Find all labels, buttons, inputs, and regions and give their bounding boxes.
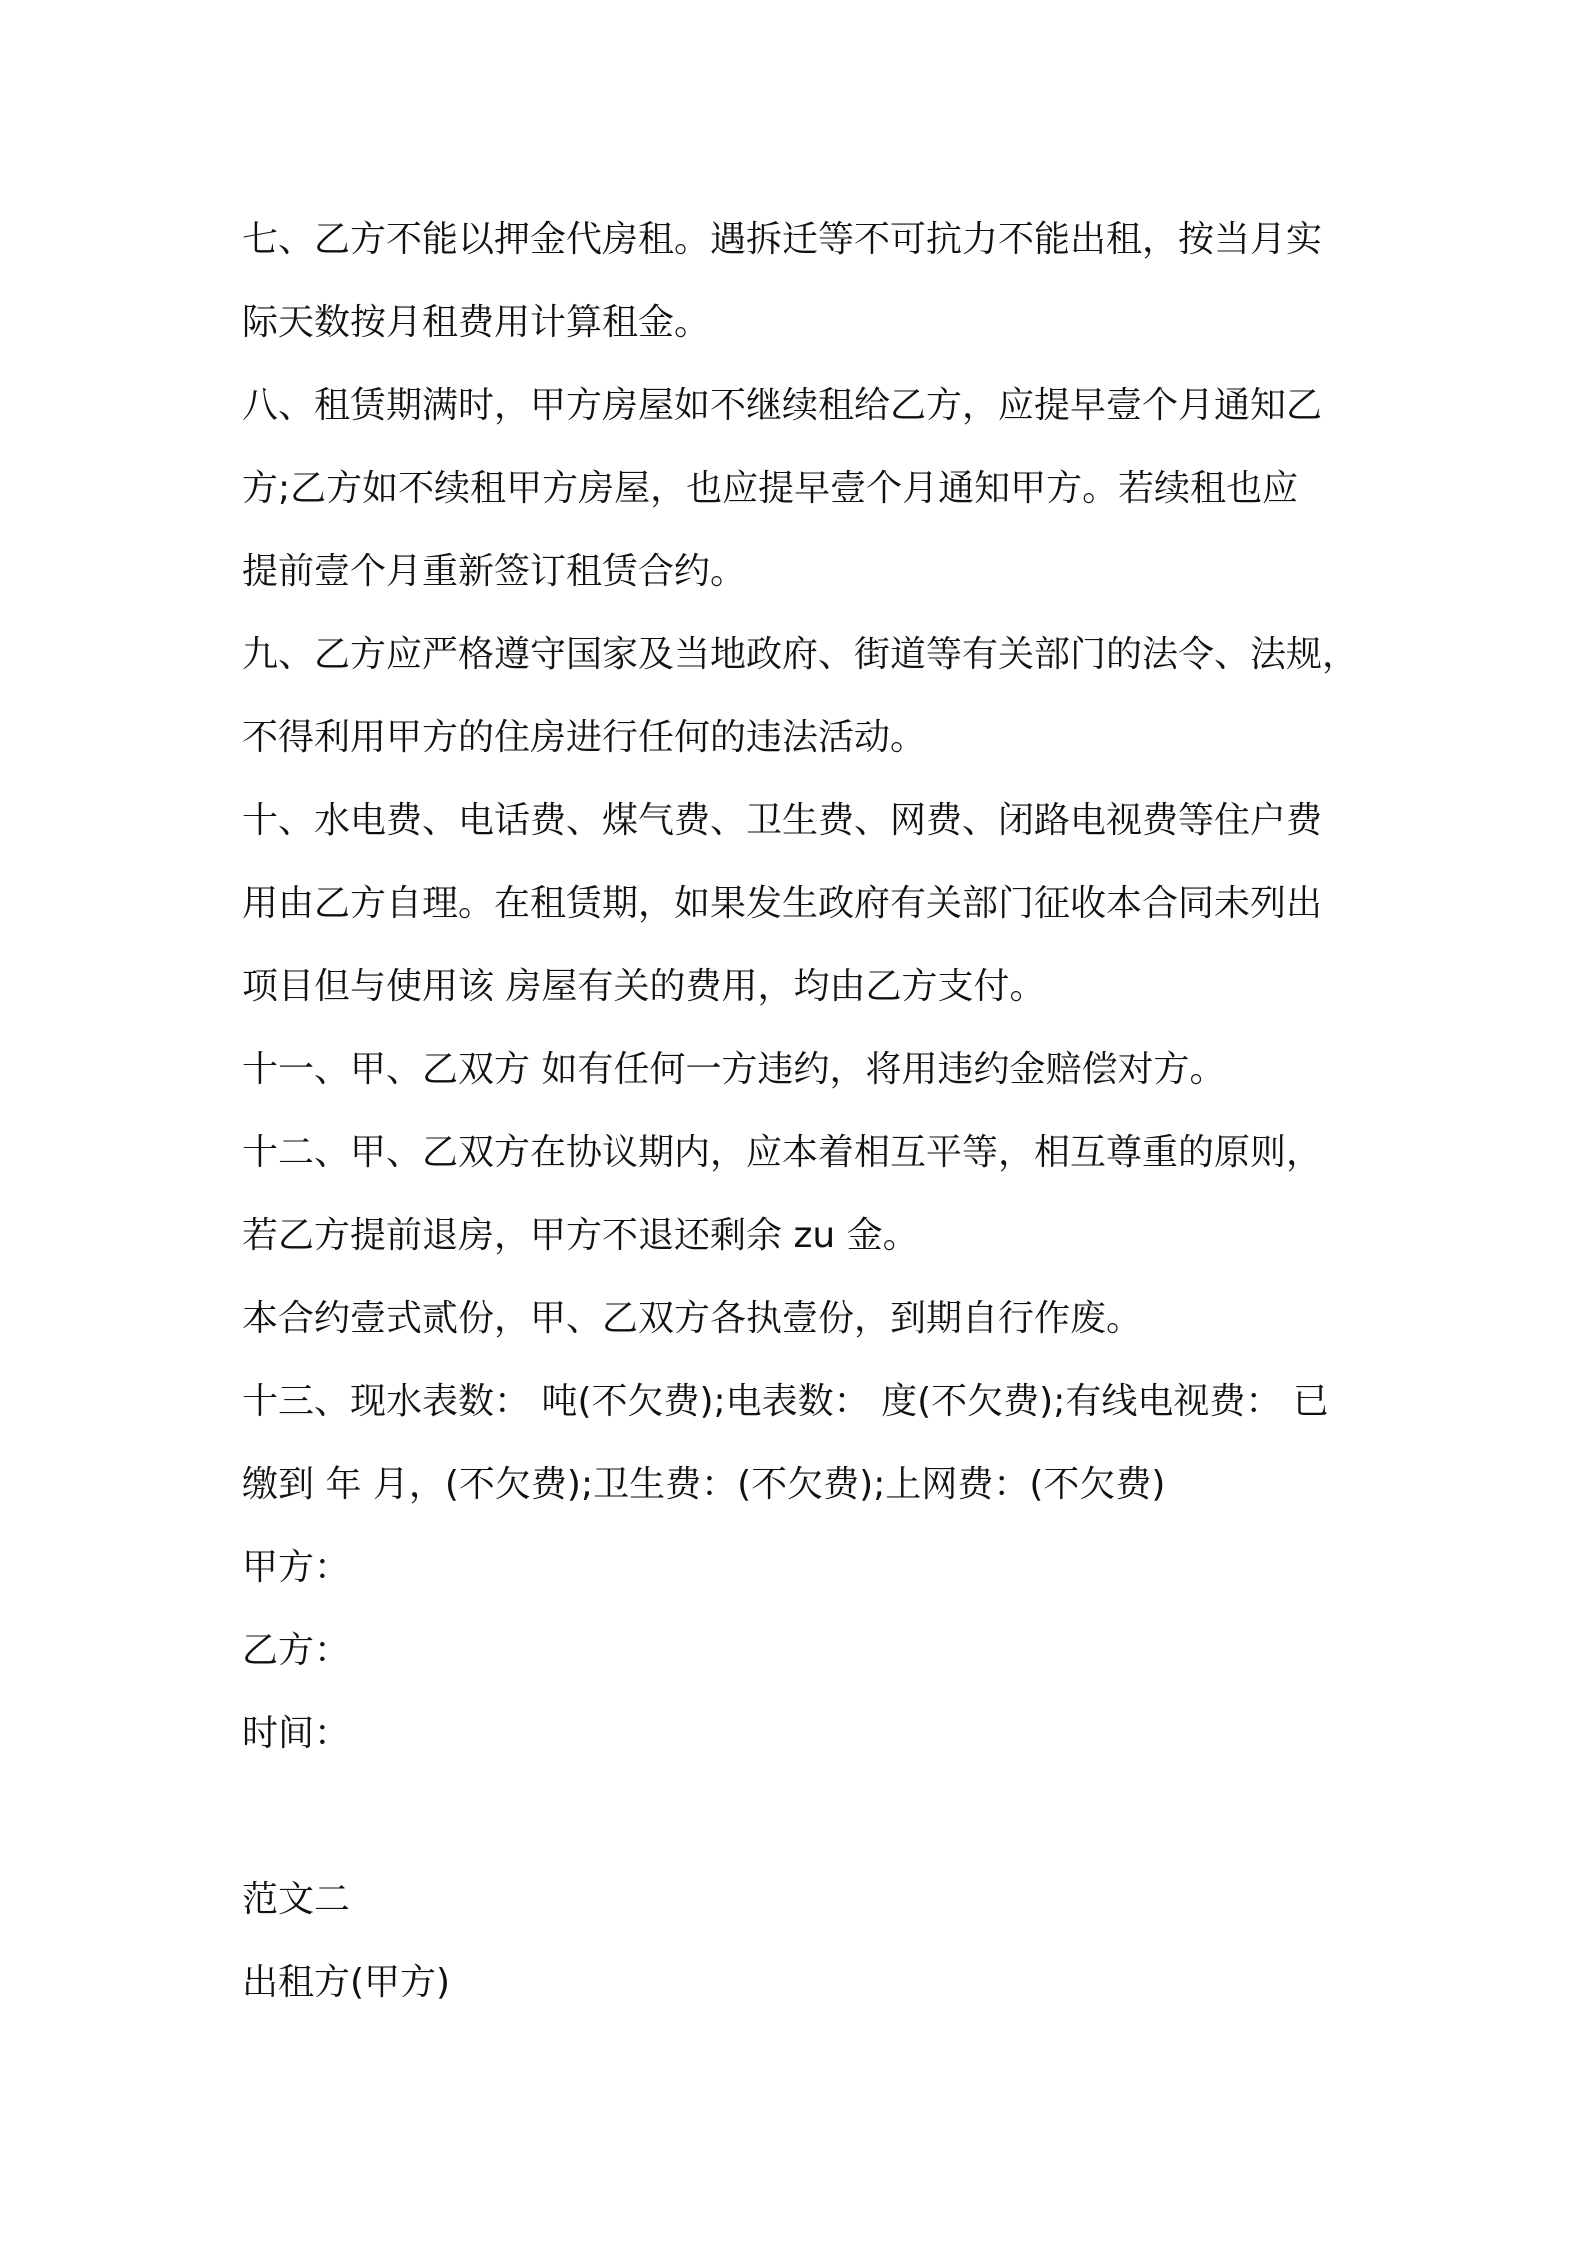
clause-9-line-2: 不得利用甲方的住房进行任何的违法活动。: [242, 717, 927, 758]
clause-12-line-2: 若乙方提前退房，甲方不退还剩余 zu 金。: [242, 1215, 919, 1256]
party-a-signature-label: 甲方：: [242, 1547, 351, 1588]
clause-12-line-1: 十二、甲、乙双方在协议期内，应本着相互平等，相互尊重的原则，: [242, 1132, 1323, 1173]
copies-statement: 本合约壹式贰份，甲、乙双方各执壹份，到期自行作废。: [242, 1298, 1143, 1339]
clause-9-line-1: 九、乙方应严格遵守国家及当地政府、街道等有关部门的法令、法规，: [242, 634, 1359, 675]
clause-13-line-2: 缴到 年 月，(不欠费);卫生费：(不欠费);上网费：(不欠费): [242, 1464, 1166, 1505]
document-body: [242, 198, 1362, 2024]
clause-10-line-3: 项目但与使用该 房屋有关的费用，均由乙方支付。: [242, 966, 1046, 1007]
blank-spacer: [242, 1775, 1362, 1858]
lessor-label: 出租方(甲方): [242, 1962, 451, 2003]
clause-8-line-2: 方;乙方如不续租甲方房屋，也应提早壹个月通知甲方。若续租也应: [242, 468, 1299, 509]
clause-8-line-1: 八、租赁期满时，甲方房屋如不继续租给乙方，应提早壹个月通知乙: [242, 385, 1323, 426]
clause-10-line-1: 十、水电费、电话费、煤气费、卫生费、网费、闭路电视费等住户费: [242, 800, 1323, 841]
party-b-signature-label: 乙方：: [242, 1630, 351, 1671]
date-label: 时间：: [242, 1713, 351, 1754]
clause-11-line-1: 十一、甲、乙双方 如有任何一方违约，将用违约金赔偿对方。: [242, 1049, 1226, 1090]
clause-8-line-3: 提前壹个月重新签订租赁合约。: [242, 551, 747, 592]
clause-10-line-2: 用由乙方自理。在租赁期，如果发生政府有关部门征收本合同未列出: [242, 883, 1323, 924]
clause-7-line-2: 际天数按月租费用计算租金。: [242, 302, 711, 343]
clause-7-line-1: 七、乙方不能以押金代房租。遇拆迁等不可抗力不能出租，按当月实: [242, 219, 1323, 260]
section-title: 范文二: [242, 1879, 351, 1920]
clause-13-line-1: 十三、现水表数： 吨(不欠费);电表数： 度(不欠费);有线电视费： 已: [242, 1381, 1329, 1422]
